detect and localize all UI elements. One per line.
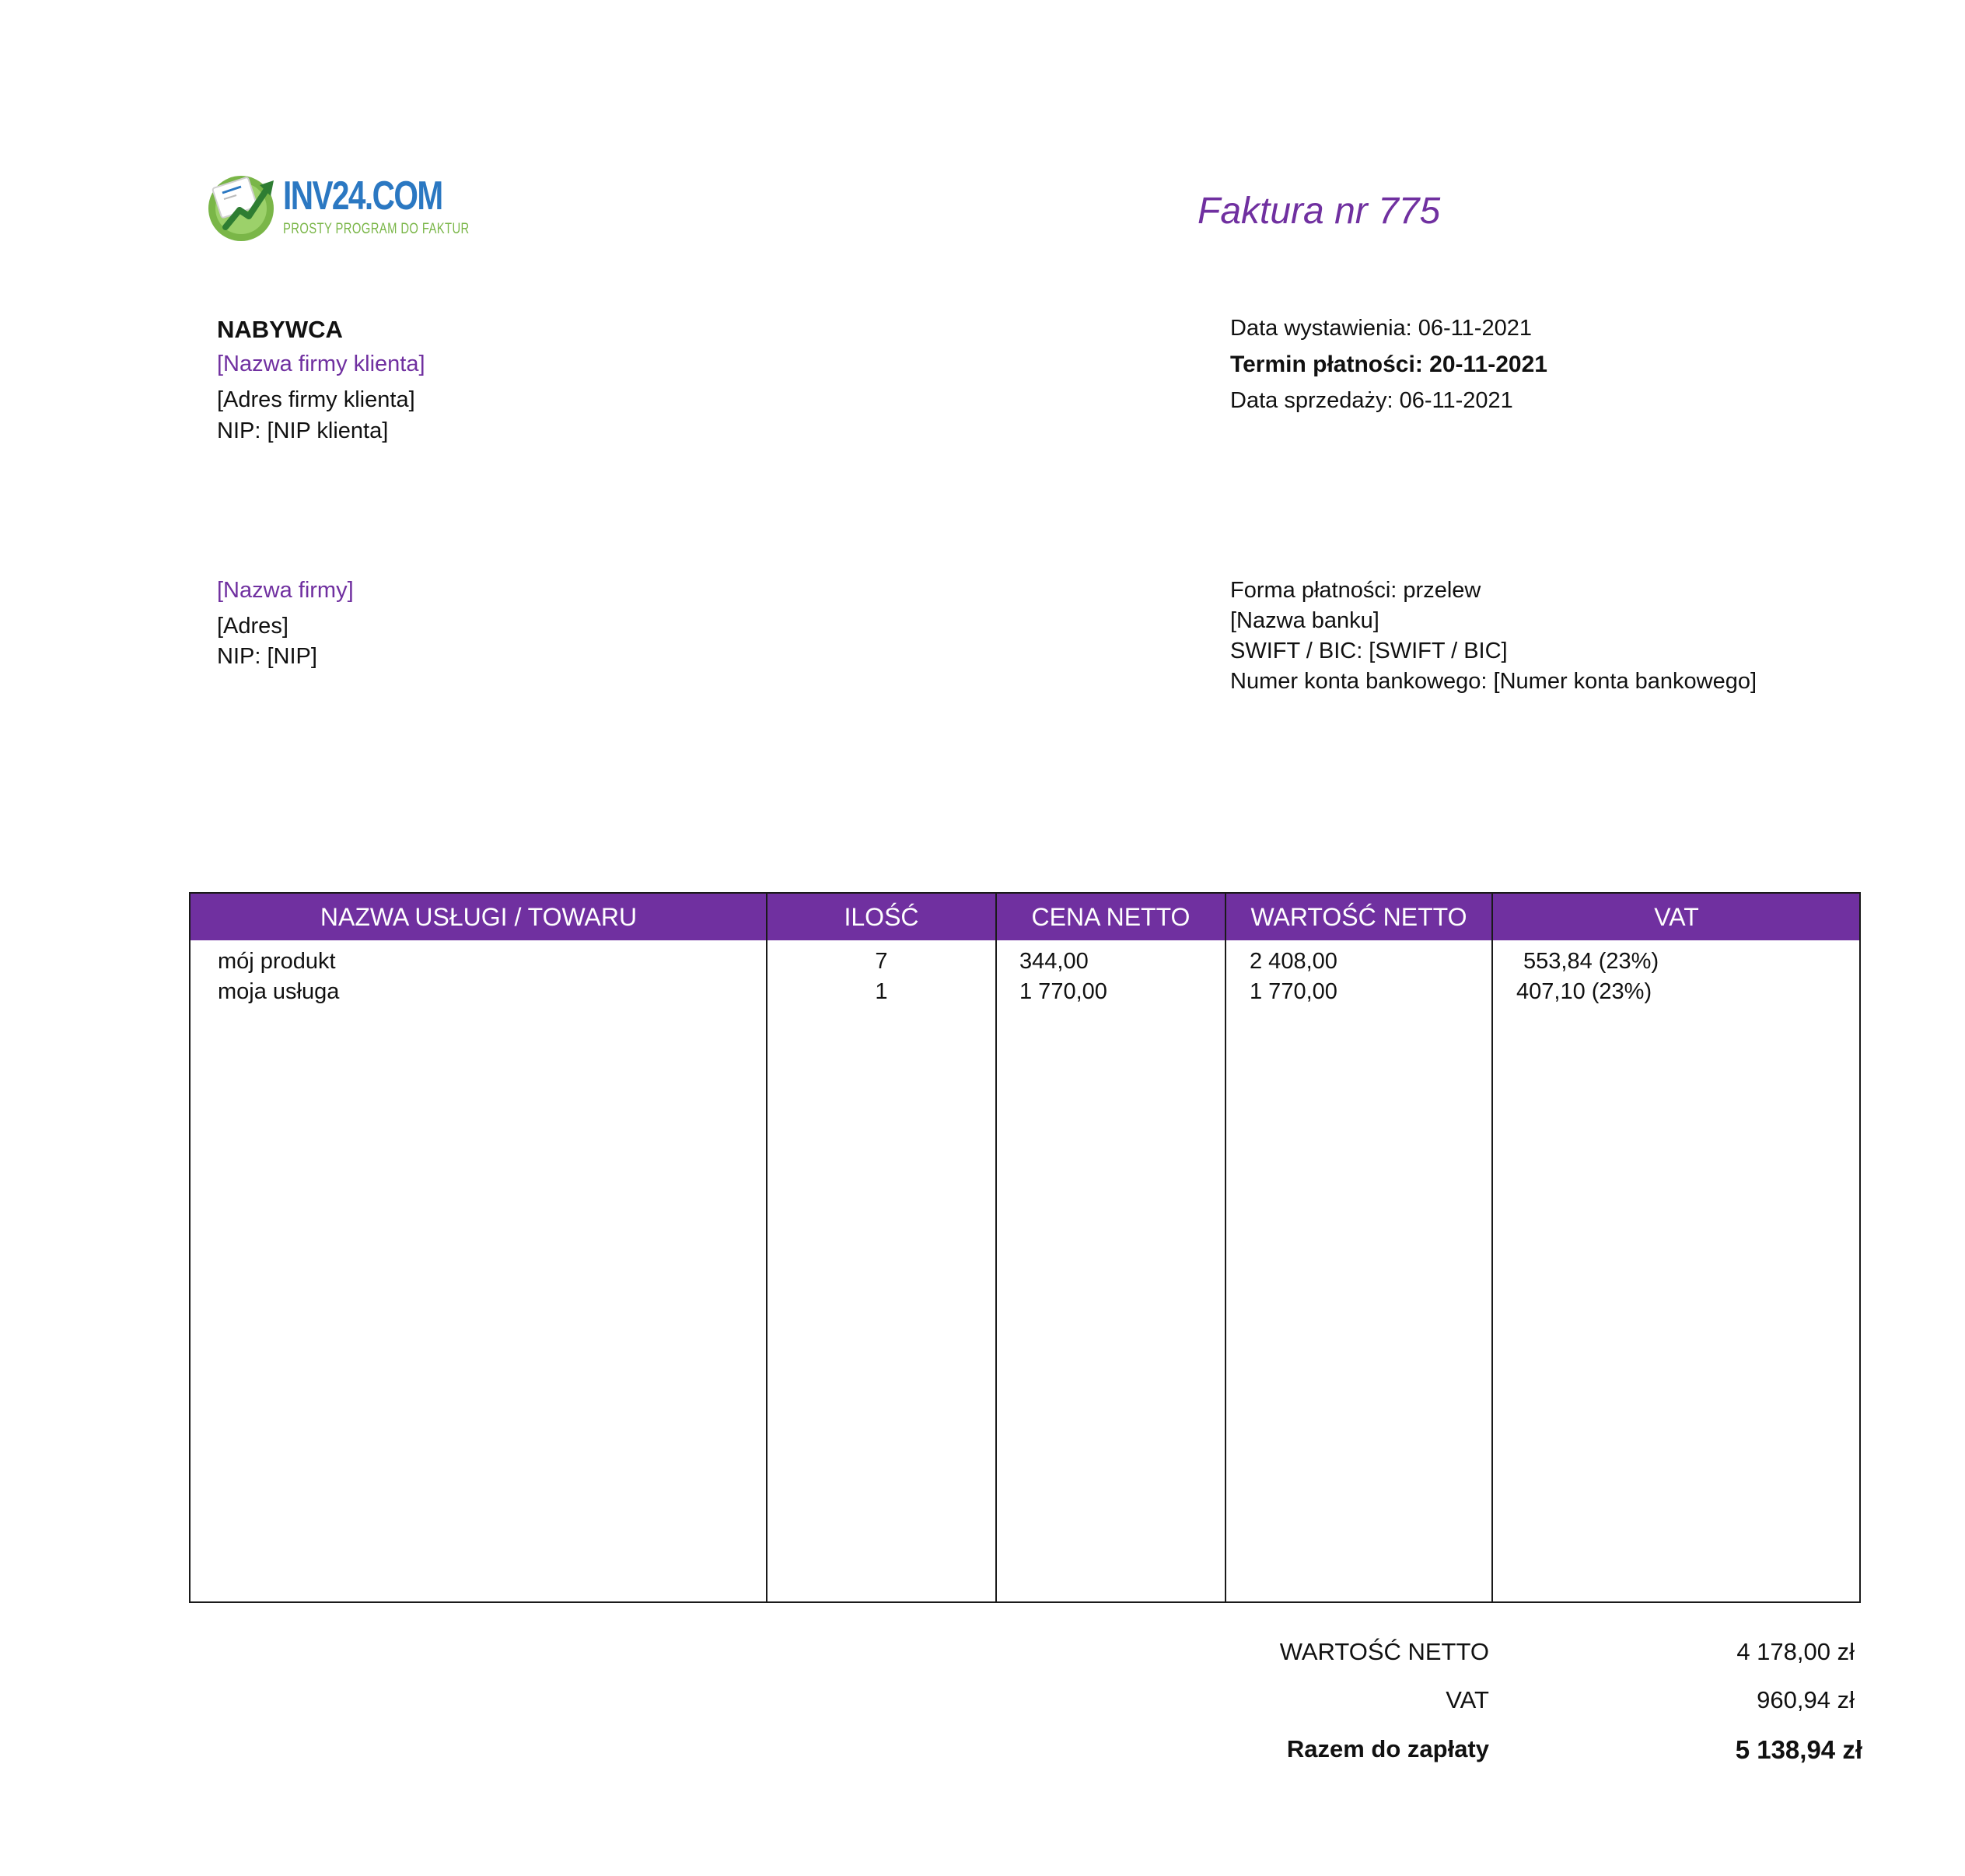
table-row xyxy=(191,977,1859,1007)
item-vat: 407,10 (23%) xyxy=(1516,979,1652,1004)
due-date: Termin płatności: 20-11-2021 xyxy=(1230,352,1547,377)
items-table xyxy=(189,892,1861,1603)
item-qty: 7 xyxy=(875,949,888,974)
buyer-company: [Nazwa firmy klienta] xyxy=(217,352,425,376)
buyer-address: [Adres firmy klienta] xyxy=(217,387,415,412)
sale-date: Data sprzedaży: 06-11-2021 xyxy=(1230,388,1513,413)
total-vat-label: VAT xyxy=(1446,1686,1489,1713)
total-net-value: 4 178,00 zł xyxy=(1736,1638,1855,1665)
seller-company: [Nazwa firmy] xyxy=(217,578,354,603)
item-name: moja usługa xyxy=(218,979,340,1004)
bank-name: [Nazwa banku] xyxy=(1230,608,1379,633)
header-net-value: WARTOŚĆ NETTO xyxy=(1250,903,1467,931)
seller-address: [Adres] xyxy=(217,614,288,639)
invoice-title: Faktura nr 775 xyxy=(1198,191,1441,232)
item-name: mój produkt xyxy=(218,949,336,974)
item-qty: 1 xyxy=(875,979,888,1004)
item-net-value: 2 408,00 xyxy=(1250,949,1337,974)
total-net-label: WARTOŚĆ NETTO xyxy=(1279,1638,1489,1665)
company-logo xyxy=(205,163,470,249)
buyer-heading: NABYWCA xyxy=(217,316,343,343)
buyer-nip: NIP: [NIP klienta] xyxy=(217,418,389,443)
item-price: 344,00 xyxy=(1019,949,1089,974)
bank-account: Numer konta bankowego: [Numer konta bankowego] xyxy=(1230,669,1757,694)
table-row xyxy=(191,947,1859,977)
table-header xyxy=(191,894,1859,940)
swift-code: SWIFT / BIC: [SWIFT / BIC] xyxy=(1230,639,1508,663)
logo-icon xyxy=(205,165,280,246)
header-name: NAZWA USŁUGI / TOWARU xyxy=(320,903,638,931)
total-vat-value: 960,94 zł xyxy=(1757,1686,1855,1713)
grand-total-value: 5 138,94 zł xyxy=(1735,1735,1862,1764)
item-net-value: 1 770,00 xyxy=(1250,979,1337,1004)
logo-name: INV24.COM xyxy=(283,173,442,219)
grand-total-label: Razem do zapłaty xyxy=(1286,1735,1489,1762)
header-qty: ILOŚĆ xyxy=(844,903,919,931)
payment-method: Forma płatności: przelew xyxy=(1230,578,1481,603)
item-vat: 553,84 (23%) xyxy=(1523,949,1659,974)
header-price: CENA NETTO xyxy=(1031,903,1191,931)
issue-date: Data wystawienia: 06-11-2021 xyxy=(1230,316,1532,341)
seller-nip: NIP: [NIP] xyxy=(217,644,317,669)
item-price: 1 770,00 xyxy=(1019,979,1107,1004)
logo-tagline: PROSTY PROGRAM DO FAKTUR xyxy=(283,221,470,237)
header-vat: VAT xyxy=(1654,903,1699,931)
